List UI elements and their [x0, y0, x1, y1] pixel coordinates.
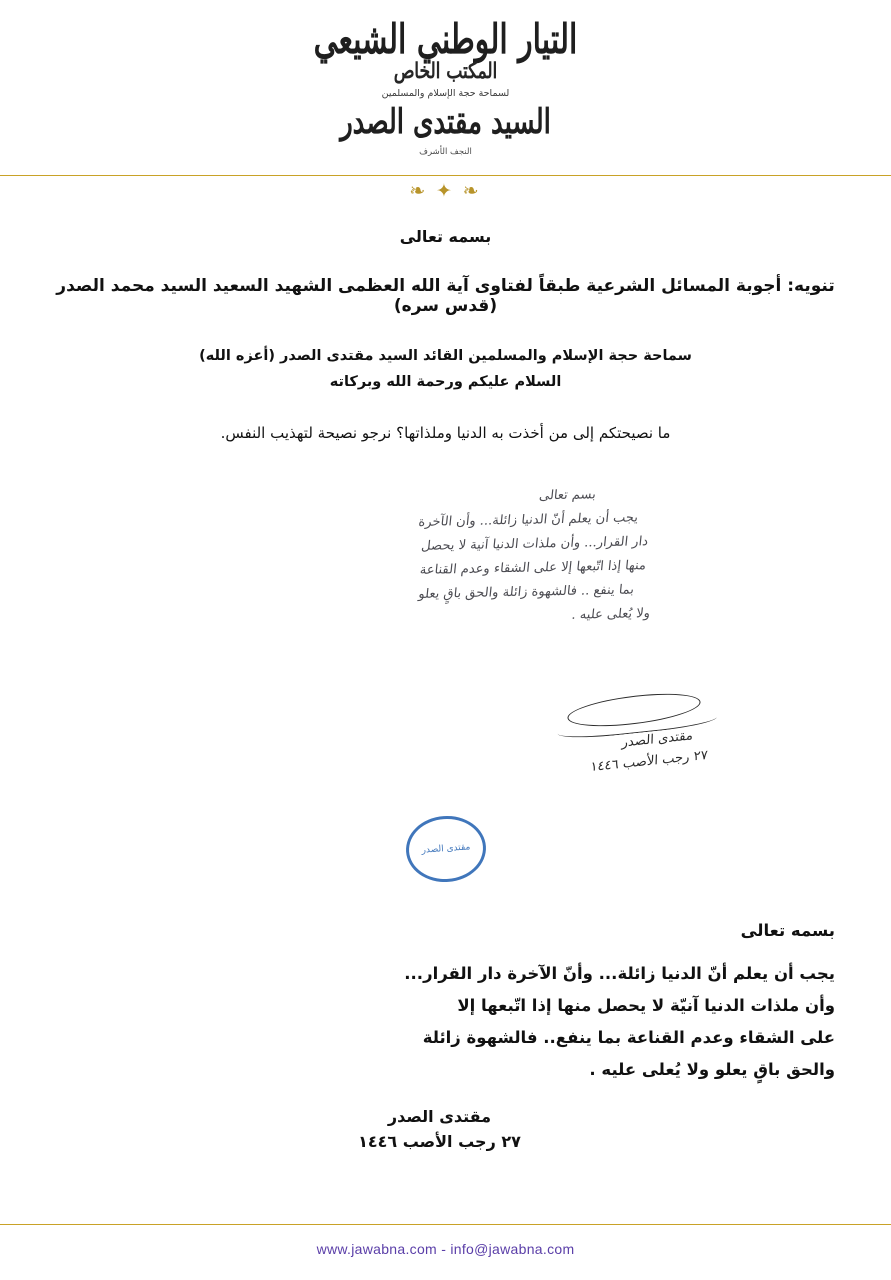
city-name: النجف الأشرف	[419, 146, 472, 157]
transcript-basmala: بسمه تعالى	[740, 920, 835, 940]
greeting-line: السلام عليكم ورحمة الله وبركاته	[329, 373, 562, 390]
transcript-line: والحق باقٍ يعلو ولا يُعلى عليه .	[589, 1060, 835, 1080]
stamp-area	[44, 816, 847, 887]
question-text: ما نصيحتكم إلى من أخذت به الدنيا وملذاتها؟ نرجو نصيحة لتهذيب النفس.	[220, 423, 671, 442]
handwritten-line: بما ينفع .. فالشهوة زائلة والحق باقٍ يعلو	[417, 582, 635, 602]
office-subtitle: لسماحة حجة الإسلام والمسلمين	[381, 88, 510, 100]
footer-divider	[0, 1224, 891, 1225]
letter-body	[0, 227, 891, 887]
handwritten-line: يجب أن يعلم أنّ الدنيا زائلة... وأن الآخرة	[417, 510, 639, 530]
signature-name: مقتدى الصدر	[621, 728, 694, 751]
official-stamp-icon: مقتدى الصدر	[403, 813, 487, 884]
header-divider	[0, 175, 891, 176]
typed-transcription	[0, 921, 891, 1151]
letterhead-calligraphy	[314, 18, 578, 158]
handwritten-line: منها إذا اتّبعها إلا على الشقاء وعدم القناعة	[418, 558, 647, 578]
footer-website-link[interactable]: www.jawabna.com - info@jawabna.com	[316, 1241, 575, 1257]
addressee-line: سماحة حجة الإسلام والمسلمين القائد السيد مقتدى الصدر (أعزه الله)	[199, 347, 692, 364]
letterhead	[0, 0, 891, 201]
organization-name: التيار الوطني الشيعي	[313, 16, 578, 64]
transcript-signature: مقتدى الصدر	[387, 1106, 492, 1126]
page-footer	[0, 1224, 891, 1280]
transcript-line: وأن ملذات الدنيا آنيّة لا يحصل منها إذا اتّبعها إلا	[457, 996, 835, 1016]
ornament-icon: ❧ ✦ ❧	[409, 180, 482, 202]
handwritten-line: ولا يُعلى عليه .	[570, 605, 651, 623]
signature-date: ٢٧ رجب الأصب ١٤٤٦	[589, 747, 708, 775]
transcript-line: على الشقاء وعدم القناعة بما ينفع.. فالشهوة زائلة	[422, 1028, 835, 1048]
transcript-line: يجب أن يعلم أنّ الدنيا زائلة... وأنّ الآخرة دار القرار...	[404, 963, 835, 983]
transcript-date: ٢٧ رجب الأصب ١٤٤٦	[358, 1131, 521, 1151]
handwritten-answer	[236, 486, 656, 686]
office-name: المكتب الخاص	[393, 58, 498, 84]
leader-name: السيد مقتدى الصدر	[340, 103, 551, 143]
signature-block	[437, 696, 737, 806]
handwritten-line: دار القرار... وأن ملذات الدنيا آنية لا يحصل	[420, 534, 649, 554]
fatwa-notice: تنويه: أجوبة المسائل الشرعية طبقاً لفتاوى آية الله العظمى الشهيد السعيد السيد محمد الصدر (قدس سره)	[56, 275, 835, 316]
basmala-text: بسمه تعالى	[399, 226, 492, 246]
handwritten-line: بسم تعالى	[537, 487, 597, 504]
